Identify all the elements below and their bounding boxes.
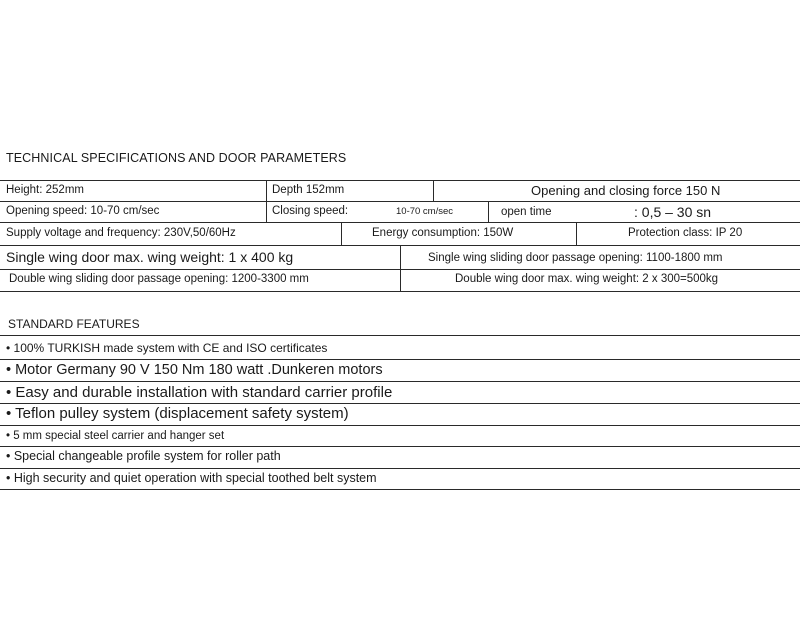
feature-divider bbox=[0, 381, 800, 382]
list-item: • 5 mm special steel carrier and hanger set bbox=[6, 430, 225, 442]
spec-closing-speed-label: Closing speed: bbox=[272, 205, 349, 217]
spec-energy: Energy consumption: 150W bbox=[372, 227, 514, 239]
features-bottom-border bbox=[0, 489, 800, 490]
spec-title: TECHNICAL SPECIFICATIONS AND DOOR PARAMETERS bbox=[6, 151, 347, 165]
list-item: • Easy and durable installation with standard carrier profile bbox=[6, 384, 393, 401]
list-item: • 100% TURKISH made system with CE and ISO certificates bbox=[6, 341, 328, 355]
spec-supply: Supply voltage and frequency: 230V,50/60Hz bbox=[6, 227, 236, 239]
features-title: STANDARD FEATURES bbox=[8, 317, 140, 331]
spec-col-divider bbox=[266, 201, 267, 222]
spec-open-time-value: : 0,5 – 30 sn bbox=[634, 204, 712, 220]
feature-divider bbox=[0, 425, 800, 426]
spec-table-top-border bbox=[0, 180, 800, 181]
feature-divider bbox=[0, 468, 800, 469]
spec-col-divider bbox=[488, 201, 489, 222]
spec-double-weight: Double wing door max. wing weight: 2 x 300=500kg bbox=[455, 273, 719, 285]
spec-single-passage: Single wing sliding door passage opening: 1100-1800 mm bbox=[428, 252, 723, 264]
spec-double-passage: Double wing sliding door passage opening: 1200-3300 mm bbox=[9, 273, 309, 285]
spec-col-divider bbox=[576, 222, 577, 245]
list-item: • Motor Germany 90 V 150 Nm 180 watt .Dunkeren motors bbox=[6, 362, 383, 378]
feature-divider bbox=[0, 359, 800, 360]
feature-divider bbox=[0, 403, 800, 404]
list-item: • Special changeable profile system for roller path bbox=[6, 449, 281, 463]
spec-height: Height: 252mm bbox=[6, 184, 84, 196]
spec-protection: Protection class: IP 20 bbox=[628, 227, 743, 239]
spec-col-divider bbox=[266, 180, 267, 201]
feature-divider bbox=[0, 446, 800, 447]
spec-col-divider bbox=[400, 245, 401, 291]
spec-open-time-label: open time bbox=[501, 206, 552, 218]
spec-single-weight: Single wing door max. wing weight: 1 x 400 kg bbox=[6, 249, 294, 265]
features-top-border bbox=[0, 335, 800, 336]
spec-row-divider bbox=[0, 222, 800, 223]
spec-row-divider bbox=[0, 201, 800, 202]
list-item: • High security and quiet operation with special toothed belt system bbox=[6, 471, 377, 485]
spec-force: Opening and closing force 150 N bbox=[531, 183, 721, 198]
spec-col-divider bbox=[433, 180, 434, 201]
spec-table-bottom-border bbox=[0, 291, 800, 292]
spec-depth: Depth 152mm bbox=[272, 184, 345, 196]
spec-opening-speed: Opening speed: 10-70 cm/sec bbox=[6, 205, 160, 217]
list-item: • Teflon pulley system (displacement safety system) bbox=[6, 405, 349, 422]
spec-col-divider bbox=[341, 222, 342, 245]
spec-closing-speed-value: 10-70 cm/sec bbox=[396, 206, 454, 217]
